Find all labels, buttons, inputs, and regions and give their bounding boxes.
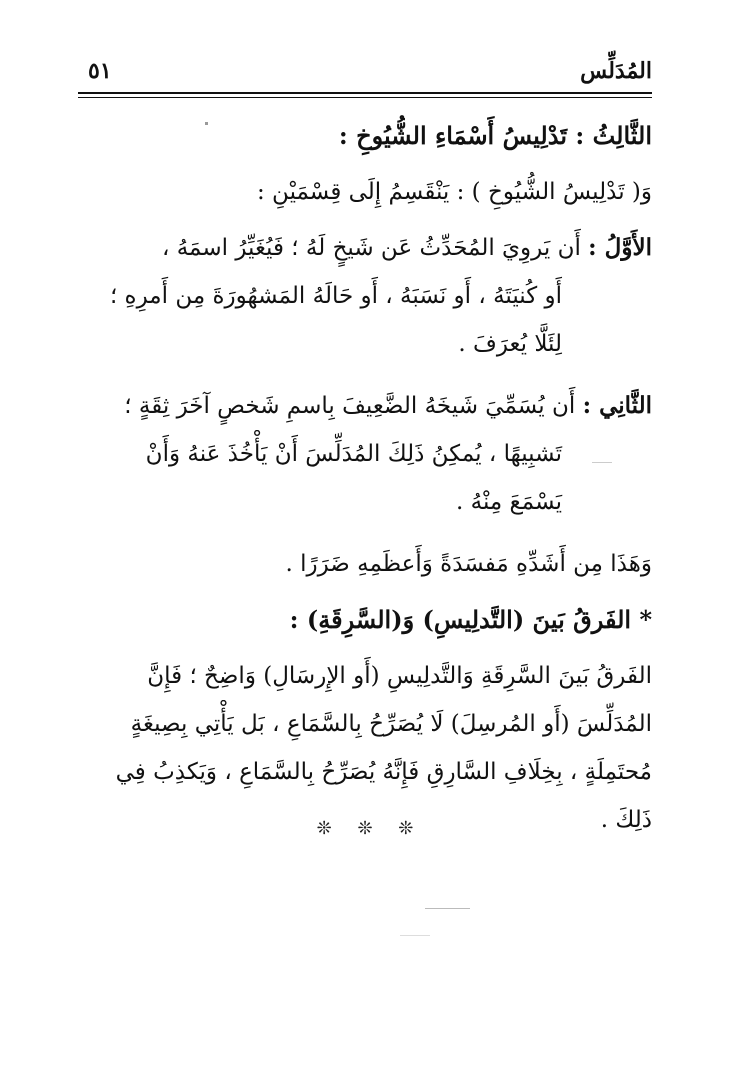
difference-line-3: مُحتَمِلَةٍ ، بِخِلَافِ السَّارِقِ فَإِنَّهُ يُصَرِّحُ بِالسَّمَاعِ ، وَيَكذِبُ فِي (115, 759, 652, 785)
difference-line-1: الفَرقُ بَينَ السَّرِقَةِ وَالتَّدلِيسِ (أَو الإِرسَالِ) وَاضِحٌ ؛ فَإِنَّ (147, 663, 652, 689)
difference-line-2: المُدَلِّسَ (أَو المُرسِلَ) لَا يُصَرِّحُ بِالسَّمَاعِ ، بَل يَأْتِي بِصِيغَةٍ (130, 711, 652, 737)
section-divider-stars: ❊ ❊ ❊ (316, 818, 424, 839)
page-body (78, 112, 652, 844)
first-type-text-1: أَن يَروِيَ المُحَدِّثُ عَن شَيخٍ لَهُ ؛ فَيُغَيِّرُ اسمَهُ ، (161, 235, 581, 261)
second-type-text-1: أَن يُسَمِّيَ شَيخَهُ الضَّعِيفَ بِاسمِ شَخصٍ آخَرَ ثِقَةٍ ؛ (124, 393, 576, 419)
section-heading: الثَّالِثُ : تَدْلِيسُ أَسْمَاءِ الشُّيُوخِ : (338, 121, 652, 150)
scan-speck (400, 935, 430, 936)
page-number: ٥١ (88, 58, 112, 84)
first-type-line-2: أَو كُنيَتَهُ ، أَو نَسَبَهُ ، أَو حَالَهُ المَشهُورَةَ مِن أَمرِهِ ؛ (109, 283, 562, 309)
scan-speck (592, 462, 612, 463)
header-rule-thin (78, 97, 652, 98)
second-type-line-3: يَسْمَعَ مِنْهُ . (456, 489, 562, 515)
running-title: المُدَلِّس (580, 58, 652, 84)
second-type-line-2: تَشبِيهًا ، يُمكِنُ ذَلِكَ المُدَلِّسَ أَنْ يَأْخُذَ عَنهُ وَأَنْ (145, 441, 562, 467)
first-type-line-1 (78, 224, 652, 272)
difference-line-4: ذَلِكَ . (600, 807, 652, 833)
first-type-term: الأَوَّلُ : (588, 234, 652, 261)
difference-heading: * الفَرقُ بَينَ (التَّدلِيسِ) وَ(السَّرِقَةِ) : (289, 605, 652, 634)
intro-line: وَ( تَدْلِيسُ الشُّيُوخِ ) : يَنْقَسِمُ إِلَى قِسْمَيْنِ : (257, 179, 652, 205)
second-type-term: الثَّانِي : (582, 392, 652, 419)
scan-speck (205, 122, 208, 125)
first-type-line-3: لِئَلَّا يُعرَفَ . (458, 331, 562, 357)
worst-type-line: وَهَذَا مِن أَشَدِّهِ مَفسَدَةً وَأَعظَمِهِ ضَرَرًا . (285, 551, 652, 577)
running-head (78, 52, 652, 92)
second-type-line-1 (78, 382, 652, 430)
header-rule (78, 92, 652, 94)
scan-speck (425, 908, 470, 909)
